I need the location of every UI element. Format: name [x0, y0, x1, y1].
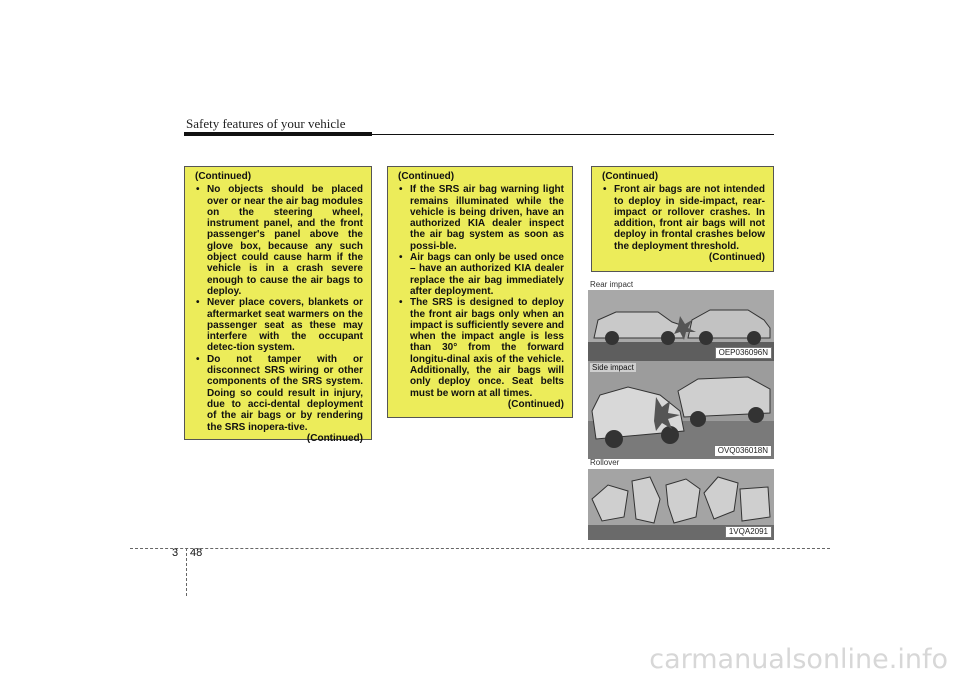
continued-label: (Continued) [398, 171, 455, 182]
continued-label: (Continued) [195, 171, 252, 182]
bullet-text: Never place covers, blankets or aftermarket seat warmers on the passenger seat as these may interfere with the occupant detec-tion system. [207, 297, 363, 354]
figure-code: 1VQA2091 [725, 526, 772, 538]
figure-caption-rollover: Rollover [590, 458, 620, 467]
bullet-text: No objects should be placed over or near the air bag modules on the steering wheel, instrument panel, and the front passenger's panel above the glove box, because any such object could cause harm if the vehicle is in a crash severe enough to cause the air bags to deploy. [207, 184, 363, 297]
continued-label: (Continued) [602, 171, 659, 182]
continued-label: (Continued) [507, 398, 564, 410]
warning-box-1 [184, 166, 372, 444]
figure-code: OEP036096N [715, 347, 772, 359]
bullet-item: • The SRS is designed to deploy the front air bags only when an impact is sufficiently severe and when the impact angle is less than 30° from the forward longitu-dinal axis of the vehicle. Additionally, the air bags will only deploy once. Seat belts must be worn at all times. [399, 297, 564, 399]
figure-code: OVQ036018N [714, 445, 772, 457]
bullet-text: Do not tamper with or disconnect SRS wiring or other components of the SRS system. Doing so could result in injury, due to acci-dental deployment of the air bags or by rendering the SRS inopera-tive. [207, 353, 363, 433]
figure-caption-rear: Rear impact [590, 280, 634, 289]
footer-rule [130, 548, 830, 549]
section-number: 3 [172, 547, 179, 559]
bullet-item: • Do not tamper with or disconnect SRS wiring or other components of the SRS system. Doing so could result in injury, due to acci-dental deployment of the air bags or by rendering the SRS inopera-tive. [196, 353, 363, 433]
header-rule-thin [372, 134, 774, 135]
header-rule [184, 132, 372, 136]
page-header-title: Safety features of your vehicle [186, 116, 346, 131]
warning-box-2 [387, 166, 573, 418]
side-impact-illustration [588, 361, 774, 459]
continued-label: (Continued) [708, 252, 765, 264]
bullet-item: • Front air bags are not intended to deploy in side-impact, rear-impact or rollover crashes. In addition, front air bags will not deploy in frontal crashes below the deployment threshold. [603, 184, 765, 252]
rear-impact-illustration [588, 290, 774, 361]
bullet-text: Air bags can only be used once – have an authorized KIA dealer replace the air bag immediately after deployment. [410, 252, 564, 297]
footer-rule-vertical [186, 548, 187, 596]
page-number: 48 [190, 547, 203, 559]
rollover-illustration [588, 469, 774, 540]
watermark-text: carmanualsonline.info [649, 644, 948, 675]
bullet-item: • Never place covers, blankets or aftermarket seat warmers on the passenger seat as these may interfere with the occupant detec-tion system. [196, 297, 363, 354]
bullet-text: The SRS is designed to deploy the front air bags only when an impact is sufficiently severe and when the impact angle is less than 30° from the forward longitu-dinal axis of the vehicle. Additionally, the air bags will only deploy once. Seat belts must be worn at all times. [410, 297, 564, 399]
continued-label: (Continued) [306, 432, 363, 444]
warning-box-3 [591, 166, 774, 272]
bullet-text: Front air bags are not intended to deploy in side-impact, rear-impact or rollover crashes. In addition, front air bags will not deploy in frontal crashes below the deployment threshold. [614, 184, 765, 252]
bullet-item: • No objects should be placed over or near the air bag modules on the steering wheel, instrument panel, and the front passenger's panel above the glove box, because any such object could cause harm if the vehicle is in a crash severe enough to cause the air bags to deploy. [196, 184, 363, 297]
bullet-item: • Air bags can only be used once – have an authorized KIA dealer replace the air bag immediately after deployment. [399, 252, 564, 297]
bullet-item: • If the SRS air bag warning light remains illuminated while the vehicle is being driven, have an authorized KIA dealer inspect the air bag system as soon as possi-ble. [399, 184, 564, 252]
bullet-text: If the SRS air bag warning light remains illuminated while the vehicle is being driven, have an authorized KIA dealer inspect the air bag system as soon as possi-ble. [410, 184, 564, 252]
figure-caption-side: Side impact [592, 363, 634, 372]
